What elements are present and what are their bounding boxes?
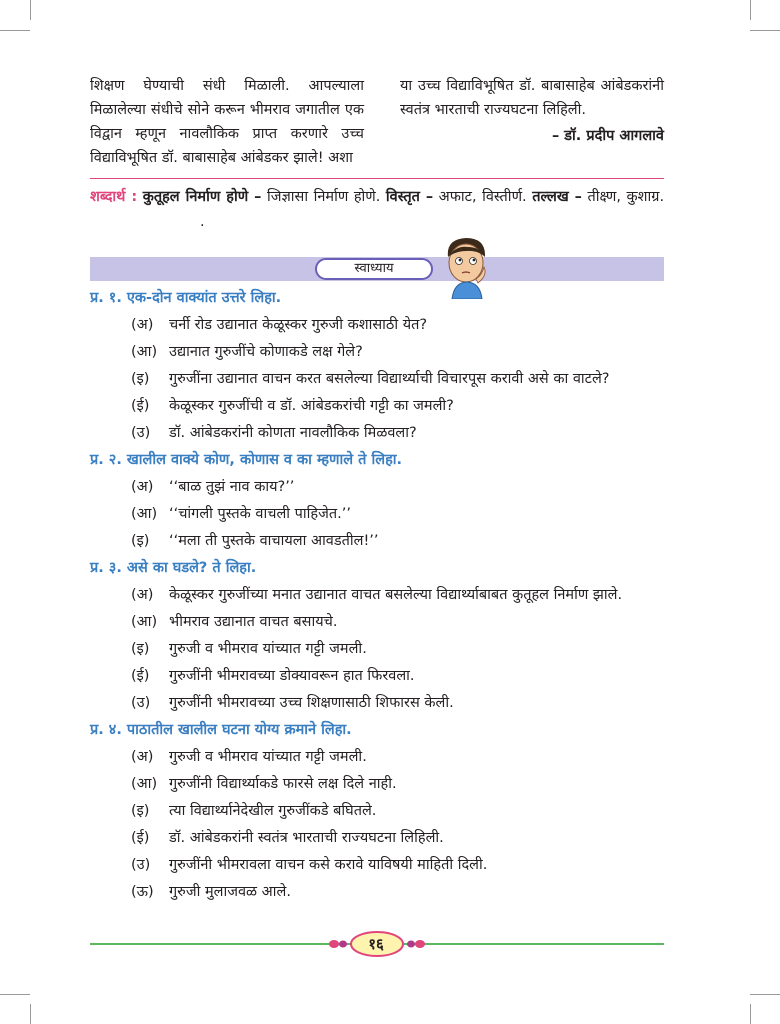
question-item (90, 312, 664, 339)
item-label: (उ) (131, 857, 151, 873)
question-item (90, 825, 664, 852)
glossary (90, 185, 664, 235)
question-item (90, 879, 664, 906)
question-title: प्र. २. खालील वाक्ये कोण, कोणास व का म्हणाले ते लिहा. (90, 452, 403, 468)
item-label: (अ) (131, 479, 154, 495)
item-text: डॉ. आंबेडकरांनी स्वतंत्र भारताची राज्यघटना लिहिली. (169, 830, 444, 846)
crop-mark (30, 0, 31, 20)
question-title: प्र. ३. असे का घडले? ते लिहा. (90, 560, 257, 576)
question-item (90, 744, 664, 771)
item-text: गुरुजी मुलाजवळ आले. (169, 884, 291, 900)
question-item (90, 582, 664, 609)
glossary-meaning: तीक्ष्ण, कुशाग्र. (587, 189, 665, 205)
divider (90, 178, 664, 179)
item-text: गुरुजींनी भीमरावच्या डोक्यावरून हात फिरवला. (169, 668, 415, 684)
item-label: (आ) (131, 344, 158, 360)
glossary-meaning: अफाट, विस्तीर्ण. (438, 189, 527, 205)
story-left-column: शिक्षण घेण्याची संधी मिळाली. आपल्याला मिळालेल्या संधीचे सोने करून भीमराव जगातील एक विद्वान म्हणून नावलौकिक प्राप्त करणारे उच्च विद्याविभूषित डॉ. बाबासाहेब आंबेडकर झाले! अशा (90, 78, 364, 166)
item-text: गुरुजींना उद्यानात वाचन करत बसलेल्या विद्यार्थ्याची विचारपूस करावी असे का वाटले? (169, 371, 610, 387)
item-label: (ई) (131, 668, 150, 684)
question-title: प्र. ४. पाठातील खालील घटना योग्य क्रमाने लिहा. (90, 722, 352, 738)
question-item (90, 420, 664, 447)
item-text: गुरुजी व भीमराव यांच्यात गट्टी जमली. (169, 641, 367, 657)
question-item (90, 366, 664, 393)
item-text: भीमराव उद्यानात वाचत बसायचे. (169, 614, 338, 630)
item-label: (ई) (131, 830, 150, 846)
glossary-term: विस्तृत – (385, 189, 434, 205)
story-continuation (90, 74, 664, 174)
exercise-questions (90, 285, 664, 906)
question-item (90, 852, 664, 879)
item-label: (ई) (131, 398, 150, 414)
question-item (90, 636, 664, 663)
author-signature: – डॉ. प्रदीप आगलावे (552, 128, 664, 144)
glossary-term: कुतूहल निर्माण होणे – (142, 189, 262, 205)
item-text: गुरुजींनी भीमरावला वाचन कसे करावे याविषयी माहिती दिली. (169, 857, 488, 873)
item-text: गुरुजींनी भीमरावच्या उच्च शिक्षणासाठी शिफारस केली. (169, 695, 454, 711)
page-number: १६ (368, 935, 384, 953)
item-label: (इ) (131, 371, 150, 387)
item-label: (इ) (131, 641, 150, 657)
item-label: (अ) (131, 317, 154, 333)
question-item (90, 528, 664, 555)
crop-mark (30, 1004, 31, 1024)
item-label: (आ) (131, 506, 158, 522)
exercise-title: स्वाध्याय (315, 258, 433, 280)
item-text: ‘‘चांगली पुस्तके वाचली पाहिजेत.’’ (169, 506, 351, 522)
item-text: डॉ. आंबेडकरांनी कोणता नावलौकिक मिळवला? (169, 425, 417, 441)
item-text: केळूस्कर गुरुजींची व डॉ. आंबेडकरांची गट्टी का जमली? (169, 398, 454, 414)
question-item (90, 690, 664, 717)
question-item (90, 474, 664, 501)
item-label: (आ) (131, 776, 158, 792)
question-title: प्र. १. एक-दोन वाक्यांत उत्तरे लिहा. (90, 290, 282, 306)
crop-mark (0, 30, 30, 31)
item-label: (ऊ) (131, 884, 154, 900)
item-text: गुरुजींनी विद्यार्थ्याकडे फारसे लक्ष दिले नाही. (169, 776, 397, 792)
item-label: (अ) (131, 587, 154, 603)
story-right-text: या उच्च विद्याविभूषित डॉ. बाबासाहेब आंबेडकरांनी स्वतंत्र भारताची राज्यघटना लिहिली. (400, 78, 664, 118)
item-text: गुरुजी व भीमराव यांच्यात गट्टी जमली. (169, 749, 367, 765)
item-label: (आ) (131, 614, 158, 630)
question-item (90, 771, 664, 798)
question-item (90, 501, 664, 528)
glossary-meaning: जिज्ञासा निर्माण होणे. (266, 189, 381, 205)
crop-mark (750, 0, 751, 20)
crop-mark (0, 994, 30, 995)
item-text: ‘‘बाळ तुझं नाव काय?’’ (169, 479, 295, 495)
item-text: चर्नी रोड उद्यानात केळूस्कर गुरुजी कशासाठी येत? (169, 317, 428, 333)
glossary-term: तल्लख – (532, 189, 582, 205)
crop-mark (750, 1004, 751, 1024)
question-item (90, 609, 664, 636)
question-item (90, 663, 664, 690)
question-item (90, 798, 664, 825)
item-text: त्या विद्यार्थ्यानेदेखील गुरुजींकडे बघितले. (169, 803, 377, 819)
story-right-column (400, 74, 664, 148)
crop-mark (750, 994, 780, 995)
item-label: (उ) (131, 425, 151, 441)
item-text: ‘‘मला ती पुस्तके वाचायला आवडतील!’’ (169, 533, 379, 549)
item-text: उद्यानात गुरुजींचे कोणाकडे लक्ष गेले? (169, 344, 363, 360)
item-text: केळूस्कर गुरुजींच्या मनात उद्यानात वाचत बसलेल्या विद्यार्थ्याबाबत कुतूहल निर्माण झाले. (169, 587, 623, 603)
glossary-trailing-dot: . (200, 214, 205, 230)
item-label: (इ) (131, 803, 150, 819)
question-item (90, 393, 664, 420)
item-label: (उ) (131, 695, 151, 711)
glossary-title: शब्दार्थ : (90, 189, 138, 205)
question-item (90, 339, 664, 366)
crop-mark (750, 30, 780, 31)
item-label: (इ) (131, 533, 150, 549)
item-label: (अ) (131, 749, 154, 765)
